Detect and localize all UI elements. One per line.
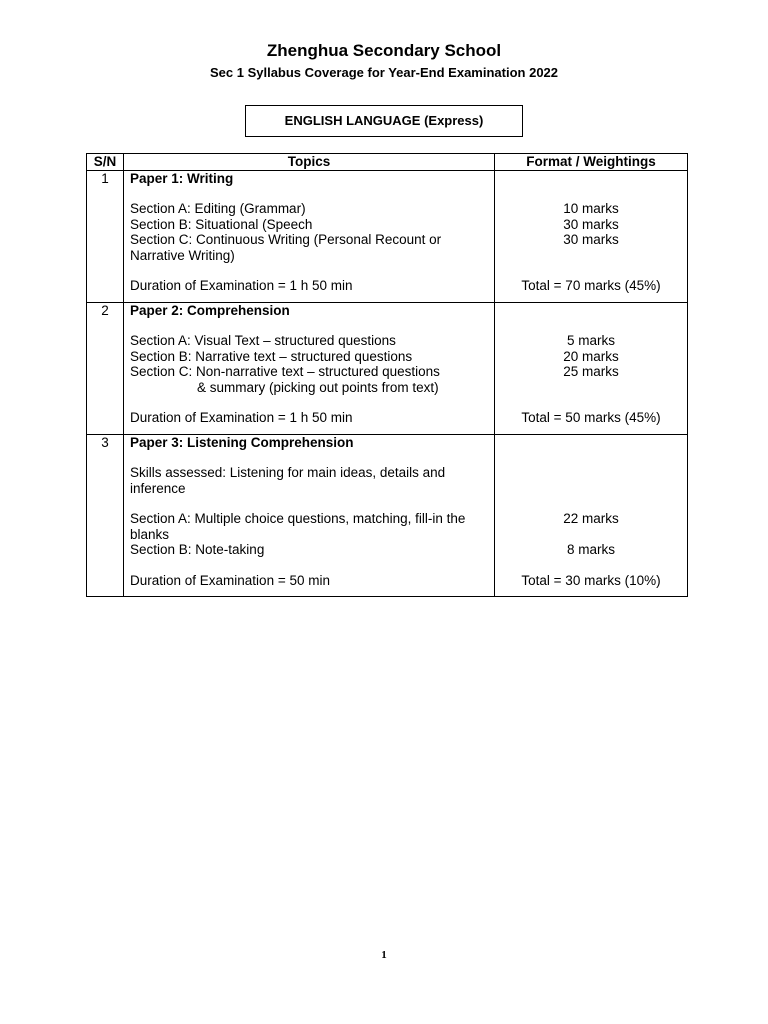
format-cell	[495, 434, 688, 597]
section-c-text-cont: & summary (picking out points from text)	[197, 379, 439, 395]
subject-title-box: ENGLISH LANGUAGE (Express)	[245, 105, 523, 137]
section-a-marks: 10 marks	[563, 201, 619, 216]
section-b-text: Section B: Note-taking	[130, 542, 265, 557]
header-topics: Topics	[124, 154, 495, 171]
section-b-marks: 8 marks	[566, 542, 615, 557]
topics-cell	[124, 170, 495, 302]
table-header-row	[87, 154, 688, 171]
section-c-text: Section C: Continuous Writing (Personal Recount or	[130, 232, 442, 247]
section-b-text: Section B: Situational (Speech	[130, 216, 313, 232]
section-b-text: Section B: Narrative text – structured questions	[130, 348, 413, 364]
section-c-text: Section C: Non-narrative text – structured questions	[130, 364, 440, 379]
exam-duration: Duration of Examination = 50 min	[130, 572, 330, 588]
exam-duration: Duration of Examination = 1 h 50 min	[130, 278, 353, 293]
paper-title: Paper 1: Writing	[130, 170, 234, 186]
section-a-text: Section A: Visual Text – structured questions	[130, 333, 396, 348]
topics-cell	[124, 302, 495, 434]
section-a-text: Section A: Multiple choice questions, matching, fill-in the	[130, 511, 466, 526]
section-a-text-cont: blanks	[130, 526, 170, 542]
paper-total: Total = 70 marks (45%)	[521, 278, 661, 293]
row-sn: 2	[87, 302, 124, 434]
table-row	[87, 170, 688, 302]
row-sn: 3	[87, 434, 124, 597]
paper-total: Total = 50 marks (45%)	[521, 410, 661, 425]
skills-text: Skills assessed: Listening for main ideas, details and	[130, 465, 446, 480]
skills-text-cont: inference	[130, 480, 186, 496]
paper-total: Total = 30 marks (10%)	[521, 572, 661, 588]
section-c-text-cont: Narrative Writing)	[130, 247, 235, 263]
section-a-marks: 22 marks	[563, 511, 619, 526]
section-c-marks: 30 marks	[563, 232, 619, 247]
section-a-marks: 5 marks	[566, 333, 615, 348]
header-sn: S/N	[87, 154, 124, 171]
header-format: Format / Weightings	[495, 154, 688, 171]
table-row	[87, 434, 688, 597]
exam-duration: Duration of Examination = 1 h 50 min	[130, 410, 353, 425]
format-cell	[495, 170, 688, 302]
page-number: 1	[381, 949, 387, 961]
format-cell	[495, 302, 688, 434]
paper-title: Paper 3: Listening Comprehension	[130, 434, 354, 450]
row-sn: 1	[87, 170, 124, 302]
paper-title: Paper 2: Comprehension	[130, 302, 290, 318]
section-b-marks: 20 marks	[563, 348, 619, 364]
document-subtitle: Sec 1 Syllabus Coverage for Year-End Examination 2022	[209, 65, 559, 80]
section-c-marks: 25 marks	[563, 364, 619, 379]
table-row	[87, 302, 688, 434]
topics-cell	[124, 434, 495, 597]
school-name: Zhenghua Secondary School	[266, 41, 502, 60]
syllabus-table	[86, 153, 688, 597]
section-b-marks: 30 marks	[563, 216, 619, 232]
section-a-text: Section A: Editing (Grammar)	[130, 201, 306, 216]
